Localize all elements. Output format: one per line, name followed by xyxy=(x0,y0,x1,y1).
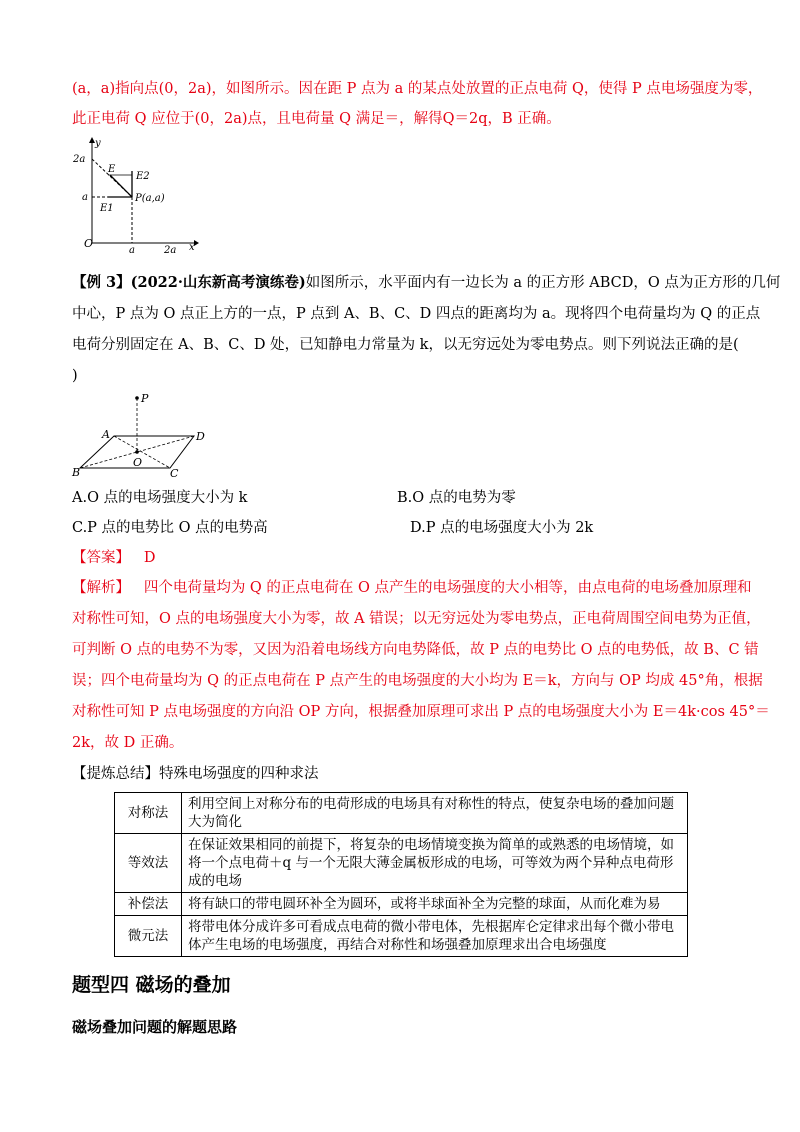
example3-tag: 【例 3】 xyxy=(72,274,131,291)
analysis-line-4: 误；四个电荷量均为 Q 的正点电荷在 P 点产生的电场强度的大小均为 E＝k，方向与 OP 均成 45°角，根据 xyxy=(72,673,763,689)
x-axis-arrow xyxy=(194,240,199,246)
intro-line-2: 此正电荷 Q 应位于(0，2a)点，且电荷量 Q 满足＝，解得Q＝2q，B 正确。 xyxy=(72,111,561,127)
analysis-line-1 xyxy=(72,578,752,598)
analysis-line-1-text: 四个电荷量均为 Q 的正点电荷在 O 点产生的电场强度的大小相等，由点电荷的电场叠加原理和 xyxy=(143,580,752,596)
x-axis-label: x xyxy=(189,242,195,253)
example3-line-4: ) xyxy=(72,368,78,384)
analysis-line-6: 2k，故 D 正确。 xyxy=(72,735,184,751)
square-figure xyxy=(70,388,210,478)
answer-label: 【答案】 xyxy=(72,550,130,566)
label-p: P(a,a) xyxy=(135,193,165,204)
method-cell: 微元法 xyxy=(115,916,182,957)
label-d: D xyxy=(196,430,205,443)
analysis-line-5: 对称性可知 P 点电场强度的方向沿 OP 方向，根据叠加原理可求出 P 点的电场强度大小为 E＝4k·cos 45°＝ xyxy=(72,704,770,720)
label-c: C xyxy=(170,467,179,478)
option-c: C.P 点的电势比 O 点的电势高 xyxy=(72,520,268,536)
label-2a-x: 2a xyxy=(164,245,177,253)
analysis-line-3: 可判断 O 点的电势不为零，又因为沿着电场线方向电势降低，故 P 点的电势比 O 点的电势低，故 B、C 错 xyxy=(72,642,759,658)
table-row xyxy=(115,793,688,834)
label-e: E xyxy=(108,164,116,175)
example3-source: (2022·山东新高考演练卷) xyxy=(130,274,306,291)
option-b: B.O 点的电势为零 xyxy=(397,490,516,506)
label-2a-y: 2a xyxy=(73,154,86,165)
label-a-y: a xyxy=(82,192,88,203)
vector-e xyxy=(110,175,132,197)
table-row xyxy=(115,916,688,957)
point-o xyxy=(135,450,139,454)
label-o: O xyxy=(133,456,143,469)
label-b: B xyxy=(72,466,81,478)
method-cell: 对称法 xyxy=(115,793,182,834)
section-heading: 题型四 磁场的叠加 xyxy=(72,974,231,996)
desc-cell: 利用空间上对称分布的电荷形成的电场具有对称性的特点，使复杂电场的叠加问题大为简化 xyxy=(182,793,688,834)
desc-cell: 在保证效果相同的前提下，将复杂的电场情境变换为简单的或熟悉的电场情境，如将一个点电荷＋q 与一个无限大薄金属板形成的电场，可等效为两个异种点电荷形成的电场 xyxy=(182,834,688,893)
summary-table xyxy=(114,792,688,957)
intro-line-1: (a，a)指向点(0，2a)，如图所示。因在距 P 点为 a 的某点处放置的正点电荷 Q，使得 P 点电场强度为零， xyxy=(72,81,763,97)
method-cell: 补偿法 xyxy=(115,893,182,916)
section-subheading: 磁场叠加问题的解题思路 xyxy=(72,1018,238,1036)
answer-value: D xyxy=(143,550,156,566)
label-a: A xyxy=(102,428,110,441)
table-row xyxy=(115,834,688,893)
label-p: P xyxy=(141,392,149,405)
option-a: A.O 点的电场强度大小为 k xyxy=(72,490,248,506)
summary-title: 【提炼总结】特殊电场强度的四种求法 xyxy=(72,766,319,782)
point-p xyxy=(135,396,139,400)
analysis-line-2: 对称性可知，O 点的电场强度大小为零，故 A 错误；以无穷远处为零电势点，正电荷周围空间电势为正值， xyxy=(72,611,761,627)
example3-line-1-rest: 如图所示，水平面内有一边长为 a 的正方形 ABCD，O 点为正方形的几何 xyxy=(305,275,781,291)
table-row xyxy=(115,893,688,916)
y-axis-label: y xyxy=(95,138,101,149)
method-cell: 等效法 xyxy=(115,834,182,893)
desc-cell: 将带电体分成许多可看成点电荷的微小带电体，先根据库仑定律求出每个微小带电体产生电场的电场强度，再结合对称性和场强叠加原理求出合电场强度 xyxy=(182,916,688,957)
desc-cell: 将有缺口的带电圆环补全为圆环，或将半球面补全为完整的球面，从而化难为易 xyxy=(182,893,688,916)
answer xyxy=(72,548,155,568)
label-a-x: a xyxy=(129,245,135,253)
analysis-label: 【解析】 xyxy=(72,580,130,596)
example3-line-1 xyxy=(72,273,780,293)
example3-line-2: 中心，P 点为 O 点正上方的一点，P 点到 A、B、C、D 四点的距离均为 a。现将四个电荷量均为 Q 的正点 xyxy=(72,306,761,322)
example3-line-3: 电荷分别固定在 A、B、C、D 处，已知静电力常量为 k，以无穷远处为零电势点。则下列说法正确的是( xyxy=(72,337,739,353)
origin-label: O xyxy=(84,237,94,250)
label-e1: E1 xyxy=(100,203,114,214)
label-e2: E2 xyxy=(136,171,150,182)
coordinate-figure xyxy=(70,135,200,253)
option-d: D.P 点的电场强度大小为 2k xyxy=(410,520,594,536)
